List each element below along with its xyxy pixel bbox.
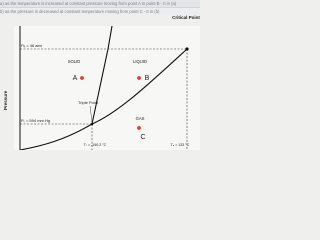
point-b-marker xyxy=(137,76,141,80)
critical-temperature-label: Tₑ = 133 °C xyxy=(170,143,190,147)
point-a-marker xyxy=(80,76,84,80)
triple-point-label: Triple Point xyxy=(78,100,99,105)
point-c-marker xyxy=(137,126,141,130)
point-b-label: B xyxy=(144,75,150,82)
critical-point-marker xyxy=(185,47,188,50)
triple-point-marker xyxy=(91,123,94,126)
y-axis-label: Pressure xyxy=(3,90,8,110)
triple-temperature-label: Tₜ = -190.2 °C xyxy=(83,143,107,147)
critical-point-label: Critical Point xyxy=(172,15,200,20)
question-b-text: b) as the pressure is decreased at constant temperature moving from point C - II in (b) xyxy=(0,8,200,15)
point-a-label: A xyxy=(72,75,78,82)
point-c-label: C xyxy=(140,134,146,141)
gas-region-label: GAS xyxy=(135,116,145,121)
solid-region-label: SOLID xyxy=(67,59,81,64)
phase-diagram xyxy=(0,0,200,150)
question-a-text: a) as the temperature is increased at constant pressure moving from point A to point B - II in (a) xyxy=(0,0,200,8)
critical-pressure-label: Pₑ = 46 atm xyxy=(21,43,42,48)
screenshot xyxy=(0,0,200,150)
triple-pressure-label: Pₜ = 594 mm Hg xyxy=(21,118,51,123)
liquid-region-label: LIQUID xyxy=(133,59,147,64)
